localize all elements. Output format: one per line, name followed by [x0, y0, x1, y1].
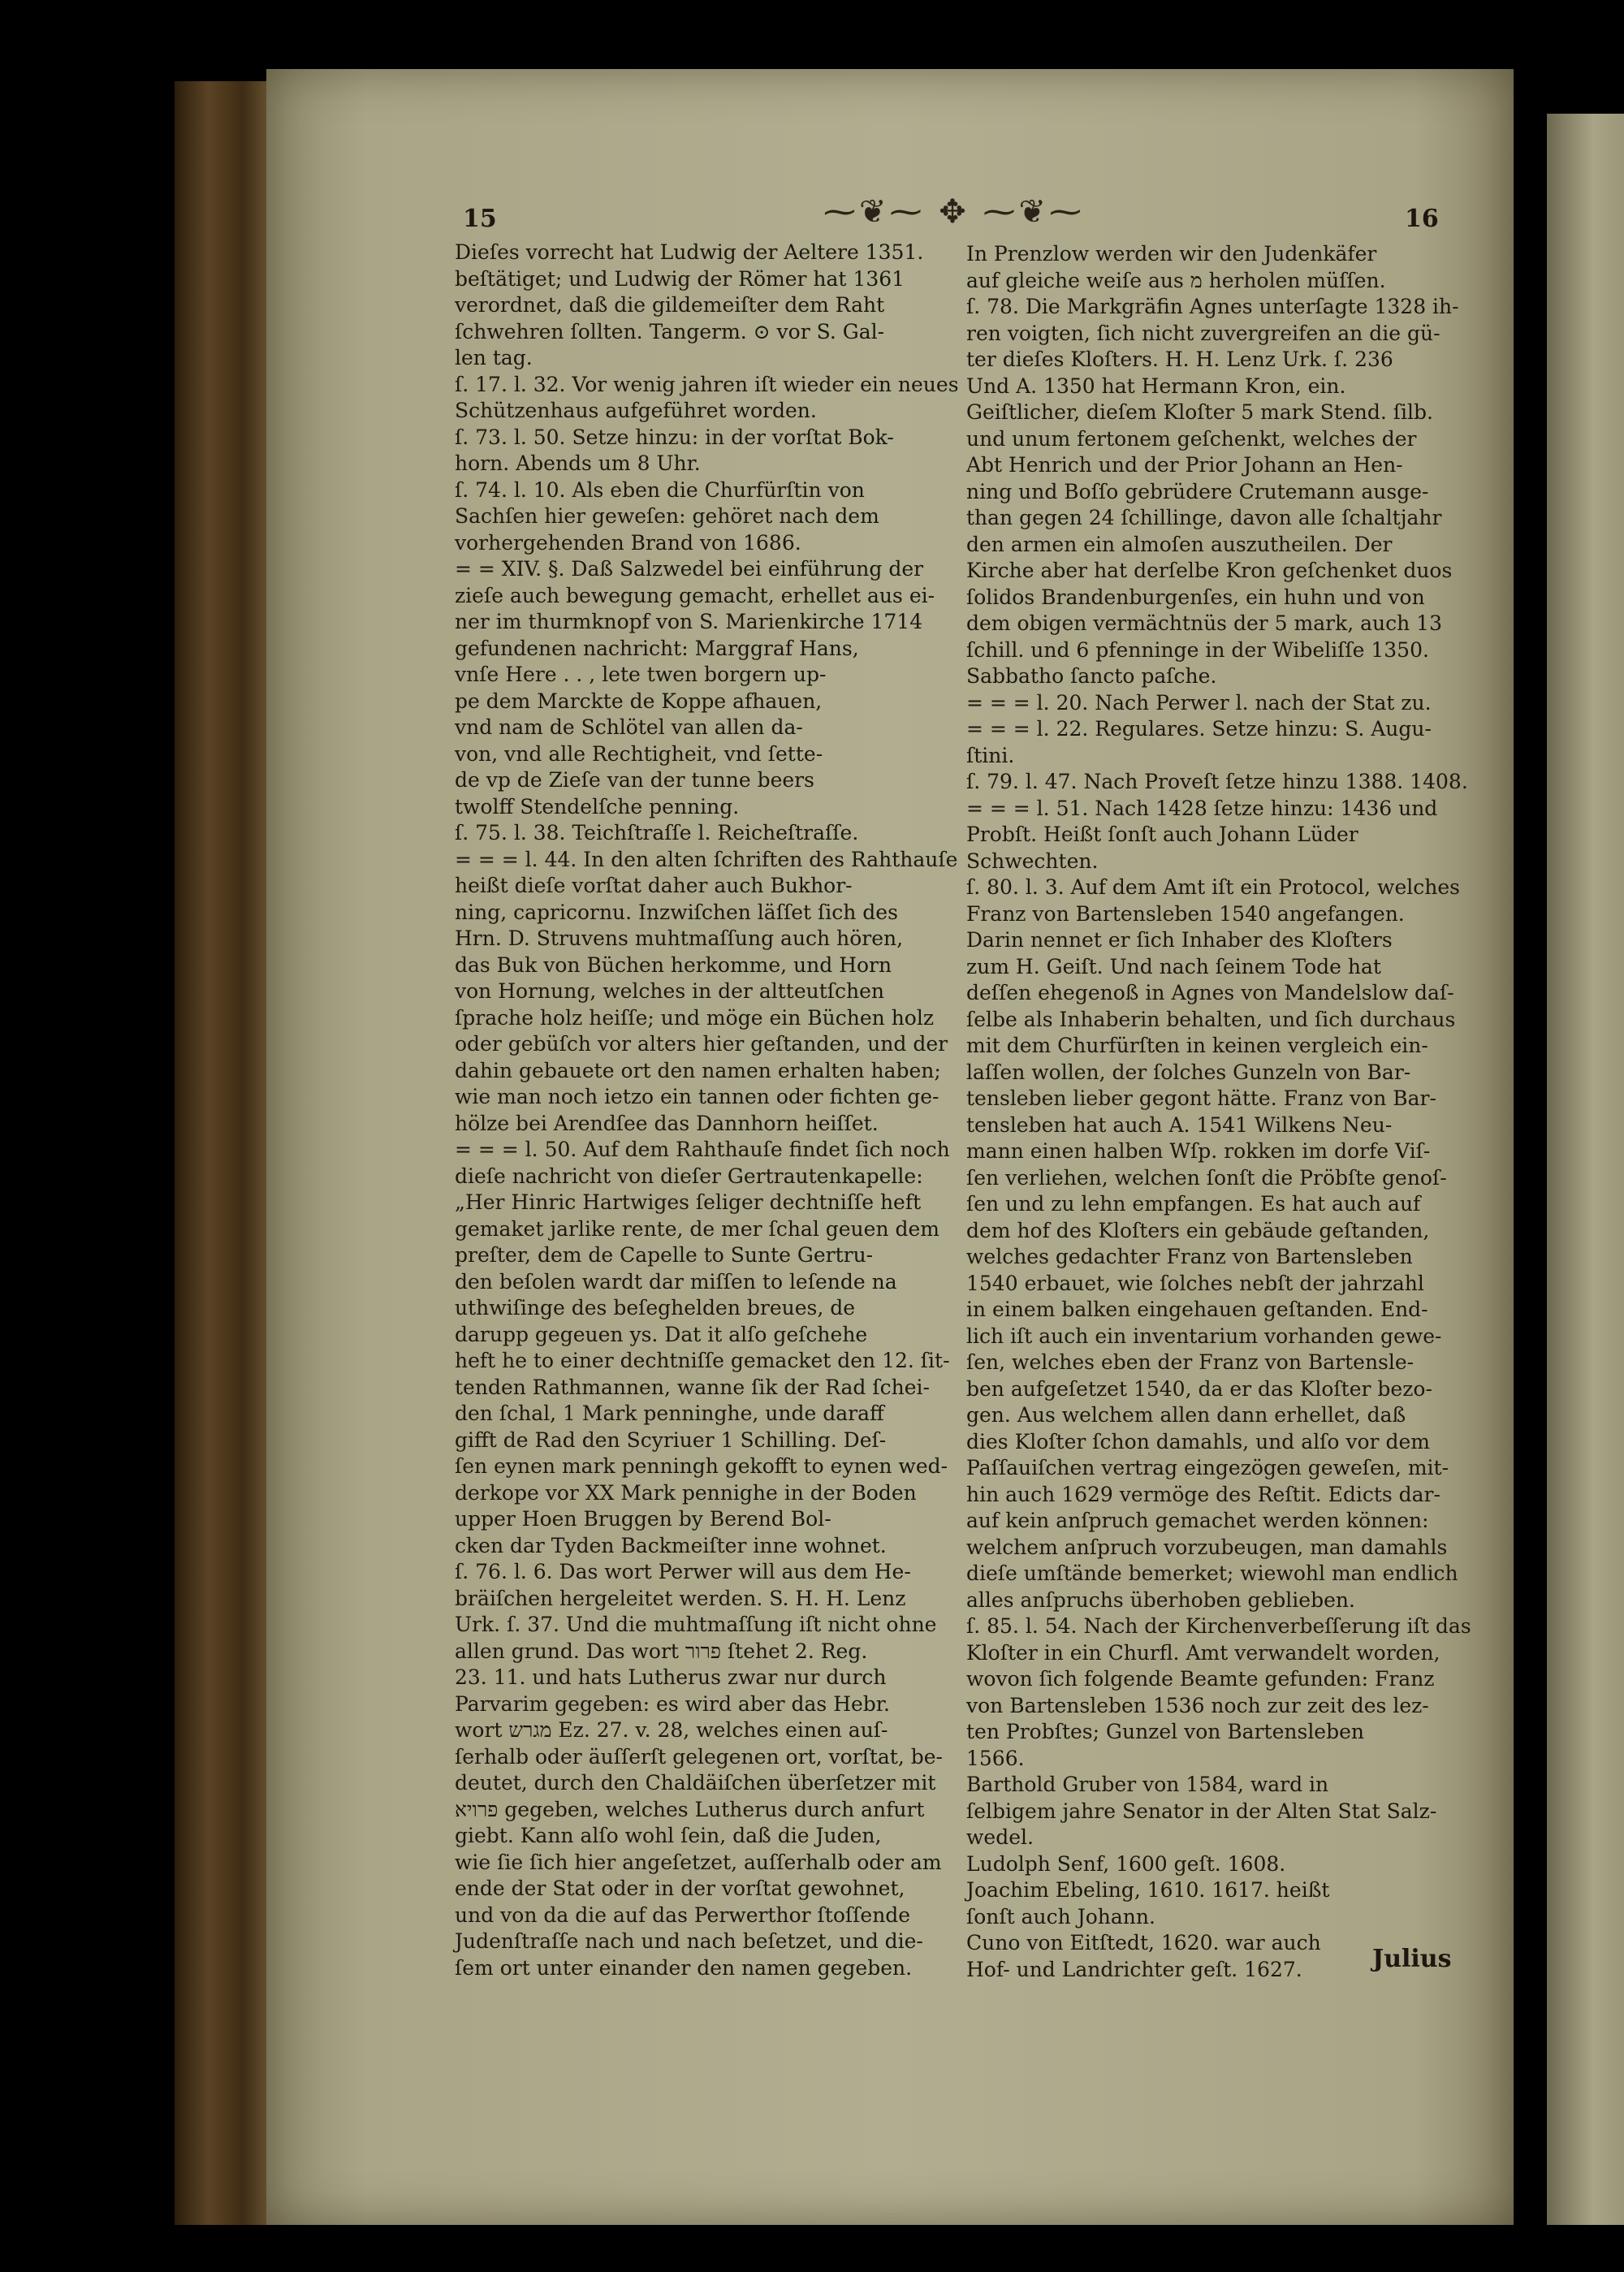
text-line: deutet, durch den Chaldäiſchen überſetzer mit	[455, 1771, 936, 1795]
text-line: ning und Boſſo gebrüdere Crutemann ausge-	[966, 479, 1429, 503]
text-line: ſ. 80. l. 3. Auf dem Amt iſt ein Protocol, welches	[966, 875, 1460, 899]
text-line: ſen, welches eben der Franz von Bartensle-	[966, 1350, 1415, 1374]
text-line: Dieſes vorrecht hat Ludwig der Aeltere 1351.	[455, 240, 924, 264]
text-line: auf gleiche weiſe aus מ herholen müſſen.	[966, 268, 1386, 292]
text-line: den beſolen wardt dar miſſen to leſende na	[455, 1269, 897, 1294]
text-line: 1540 erbauet, wie ſolches nebſt der jahrzahl	[966, 1271, 1424, 1295]
text-line: und von da die auf das Perwerthor ſtoſſende	[455, 1903, 911, 1927]
text-line: welches gedachter Franz von Bartensleben	[966, 1245, 1413, 1268]
text-line: tensleben lieber gegont hätte. Franz von Bar-	[966, 1086, 1436, 1110]
text-line: heißt dieſe vorſtat daher auch Bukhor-	[455, 874, 853, 897]
text-line: gefundenen nachricht: Marggraf Hans,	[455, 636, 859, 660]
text-line: ſ. 75. l. 38. Teichſtraſſe l. Reicheſtraſſe.	[455, 821, 859, 844]
text-line: ſem ort unter einander den namen gegeben.	[455, 1955, 913, 1980]
text-line: von, vnd alle Rechtigheit, vnd ſette-	[455, 741, 823, 766]
text-line: heft he to einer dechtniſſe gemacket den 12. ſit-	[455, 1349, 950, 1372]
text-line: dieſe umſtände bemerket; wiewohl man endlich	[966, 1561, 1458, 1585]
text-line: ner im thurmknopf von S. Marienkirche 1714	[455, 610, 923, 633]
text-line: Und A. 1350 hat Hermann Kron, ein.	[966, 374, 1346, 398]
text-line: ning, capricornu. Inzwiſchen läſſet ſich des	[455, 900, 898, 924]
text-line: ſchill. und 6 pfenninge in der Wibeliſſe 1350.	[966, 637, 1429, 662]
right-page-number: 16	[1405, 205, 1439, 233]
text-line: = = = l. 22. Regulares. Setze hinzu: S. Augu-	[966, 717, 1432, 741]
text-line: = = = l. 20. Nach Perwer l. nach der Stat zu.	[966, 690, 1432, 715]
text-line: verordnet, daß die gildemeiſter dem Raht	[455, 293, 885, 317]
text-line: gifft de Rad den Scyriuer 1 Schilling. Deſ-	[455, 1428, 887, 1452]
text-line: = = = l. 50. Auf dem Rahthauſe findet ſich noch	[455, 1138, 950, 1161]
text-line: derkope vor XX Mark pennighe in der Boden	[455, 1480, 917, 1505]
text-line: giebt. Kann alſo wohl ſein, daß die Juden,	[455, 1824, 882, 1847]
text-line: ſ. 85. l. 54. Nach der Kirchenverbeſſerung iſt das	[966, 1614, 1471, 1638]
text-line: ſprache holz heiſſe; und möge ein Büchen holz	[455, 1005, 935, 1030]
text-line: von Bartensleben 1536 noch zur zeit des lez-	[966, 1693, 1429, 1717]
text-line: wort מגרש Ez. 27. v. 28, welches einen auſ-	[455, 1718, 888, 1742]
text-line: ſ. 79. l. 47. Nach Proveſt ſetze hinzu 1388. 1408.	[966, 770, 1468, 793]
text-line: ſerhalb oder äuſſerſt gelegenen ort, vorſtat, be-	[455, 1744, 943, 1769]
text-line: mit dem Churfürſten in keinen vergleich ein-	[966, 1034, 1428, 1057]
text-line: Darin nennet er ſich Inhaber des Kloſters	[966, 928, 1393, 952]
text-line: Abt Henrich und der Prior Johann an Hen-	[966, 453, 1403, 477]
text-line: 23. 11. und hats Lutherus zwar nur durch	[455, 1665, 887, 1689]
text-line: beſtätiget; und Ludwig der Römer hat 1361	[455, 266, 905, 291]
text-line: Joachim Ebeling, 1610. 1617. heißt	[966, 1878, 1330, 1902]
text-line: das Buk von Büchen herkomme, und Horn	[455, 952, 892, 977]
text-line: = = = l. 51. Nach 1428 ſetze hinzu: 1436 und	[966, 796, 1438, 820]
text-line: = = = l. 44. In den alten ſchriften des Rahthauſe	[455, 847, 958, 871]
text-line: laſſen wollen, der ſolches Gunzeln von Bar-	[966, 1060, 1411, 1084]
text-line: Sachſen hier geweſen: gehöret nach dem	[455, 504, 879, 528]
text-line: ſ. 78. Die Markgräfin Agnes unterſagte 1328 ih-	[966, 295, 1459, 318]
text-line: alles anſpruchs überhoben geblieben.	[966, 1587, 1355, 1612]
text-line: bräiſchen hergeleitet werden. S. H. H. Lenz	[455, 1586, 906, 1610]
text-line: Schwechten.	[966, 849, 1099, 873]
text-line: den ſchal, 1 Mark penninghe, unde daraff	[455, 1402, 884, 1425]
text-line: dahin gebauete ort den namen erhalten haben;	[455, 1058, 941, 1082]
text-line: ten Probſtes; Gunzel von Bartensleben	[966, 1720, 1365, 1743]
text-line: ende der Stat oder in der vorſtat gewohnet,	[455, 1877, 905, 1900]
text-line: auf kein anſpruch gemachet werden können:	[966, 1509, 1429, 1532]
text-line: ſolidos Brandenburgenſes, ein huhn und von	[966, 585, 1425, 609]
catchword: Julius	[1372, 1945, 1452, 1973]
text-line: Kirche aber hat derſelbe Kron geſchenket duos	[966, 559, 1453, 582]
text-line: ben aufgeſetzet 1540, da er das Kloſter bezo-	[966, 1376, 1432, 1401]
text-line: tensleben hat auch A. 1541 Wilkens Neu-	[966, 1112, 1393, 1137]
text-line: den armen ein almoſen auszutheilen. Der	[966, 532, 1393, 556]
text-line: Parvarim gegeben: es wird aber das Hebr.	[455, 1691, 890, 1716]
text-line: Probſt. Heißt ſonſt auch Johann Lüder	[966, 823, 1358, 846]
text-line: vnſe Here . . , lete twen borgern up-	[455, 663, 827, 686]
text-line: Judenſtraſſe nach und nach beſetzet, und die-	[455, 1929, 923, 1953]
text-line: vorhergehenden Brand von 1686.	[455, 530, 801, 555]
text-line: ter dieſes Kloſters. H. H. Lenz Urk. ſ. 236	[966, 348, 1393, 371]
text-line: פרויא gegeben, welches Lutherus durch anfurt	[455, 1797, 925, 1821]
facing-page-edge	[1547, 114, 1624, 2225]
text-line: Sabbatho ſancto paſche.	[966, 664, 1217, 688]
text-line: Paſſauiſchen vertrag eingezögen geweſen, mit-	[966, 1456, 1449, 1479]
text-line: mann einen halben Wſp. rokken im dorfe Viſ-	[966, 1139, 1431, 1163]
text-line: uthwiſinge des beſeghelden breues, de	[455, 1296, 856, 1320]
text-line: ſchwehren ſollten. Tangerm. ⊙ vor S. Gal-	[455, 319, 885, 343]
text-line: ren voigten, ſich nicht zuvergreifen an die gü-	[966, 321, 1440, 345]
text-line: wie man noch ietzo ein tannen oder fichten ge-	[455, 1085, 939, 1108]
text-line: len tag.	[455, 346, 533, 369]
text-line: horn. Abends um 8 Uhr.	[455, 451, 701, 475]
text-line: ſ. 76. l. 6. Das wort Perwer will aus dem He-	[455, 1560, 911, 1583]
text-line: allen grund. Das wort פרור ſtehet 2. Reg.	[455, 1639, 868, 1663]
text-line: Cuno von Eitſtedt, 1620. war auch	[966, 1931, 1321, 1955]
text-line: zieſe auch bewegung gemacht, erhellet aus ei-	[455, 583, 935, 607]
text-line: cken dar Tyden Backmeiſter inne wohnet.	[455, 1533, 887, 1557]
text-line: wie ſie ſich hier angeſetzet, auſſerhalb oder am	[455, 1850, 942, 1874]
text-line: In Prenzlow werden wir den Judenkäfer	[966, 242, 1377, 266]
left-text-column	[455, 240, 959, 1981]
text-line: deſſen ehegenoß in Agnes von Mandelslow daſ-	[966, 981, 1454, 1004]
text-line: Barthold Gruber von 1584, ward in	[966, 1773, 1329, 1796]
text-line: dem hof des Kloſters ein gebäude geſtanden,	[966, 1218, 1430, 1242]
text-line: ſ. 73. l. 50. Setze hinzu: in der vorſtat Bok-	[455, 425, 894, 449]
text-line: preſter, dem de Capelle to Sunte Gertru-	[455, 1243, 874, 1267]
text-line: ſen und zu lehn empfangen. Es hat auch auf	[966, 1192, 1421, 1216]
text-line: de vp de Zieſe van der tunne beers	[455, 768, 814, 792]
text-line: ſtini.	[966, 743, 1015, 767]
text-line: vnd nam de Schlötel van allen da-	[455, 715, 803, 739]
text-line: in einem balken eingehauen geſtanden. End-	[966, 1298, 1428, 1321]
text-line: zum H. Geiſt. Und nach ſeinem Tode hat	[966, 954, 1381, 978]
text-line: = = XIV. §. Daß Salzwedel bei einführung der	[455, 557, 924, 581]
text-line: Kloſter in ein Churfl. Amt verwandelt worden,	[966, 1640, 1440, 1665]
text-line: hin auch 1629 vermöge des Reſtit. Edicts dar-	[966, 1482, 1440, 1506]
text-line: ſelbe als Inhaberin behalten, und ſich durchaus	[966, 1007, 1456, 1031]
book-page-edges	[175, 81, 272, 2225]
text-line: twolff Stendelſche penning.	[455, 794, 740, 819]
text-line: Schützenhaus aufgeführet worden.	[455, 399, 817, 422]
text-line: lich iſt auch ein inventarium vorhanden gewe-	[966, 1324, 1442, 1348]
text-line: ſ. 17. l. 32. Vor wenig jahren iſt wieder ein neues	[455, 372, 959, 396]
text-line: Franz von Bartensleben 1540 angefangen.	[966, 901, 1405, 926]
text-line: gemaket jarlike rente, de mer ſchal geuen dem	[455, 1216, 940, 1241]
text-line: darupp gegeuen ys. Dat it alſo geſchehe	[455, 1322, 868, 1346]
text-line: Hrn. D. Struvens muhtmaſſung auch hören,	[455, 927, 904, 950]
header-ornament: ⁓❦⁓ ✥ ⁓❦⁓	[823, 193, 1085, 231]
right-text-column	[966, 241, 1471, 1983]
text-line: dem obigen vermächtnüs der 5 mark, auch 13	[966, 611, 1442, 635]
text-line: ſonſt auch Johann.	[966, 1904, 1155, 1929]
text-line: wovon ſich folgende Beamte gefunden: Franz	[966, 1667, 1435, 1691]
text-line: „Her Hinric Hartwiges ſeliger dechtniſſe heft	[455, 1190, 922, 1214]
text-line: dieſe nachricht von dieſer Gertrautenkapelle:	[455, 1164, 923, 1188]
text-line: Ludolph Senf, 1600 geſt. 1608.	[966, 1851, 1286, 1876]
text-line: 1566.	[966, 1746, 1025, 1770]
text-line: pe dem Marckte de Koppe afhauen,	[455, 689, 823, 713]
text-line: upper Hoen Bruggen by Berend Bol-	[455, 1507, 831, 1531]
text-line: hölze bei Arendſee das Dannhorn heiſſet.	[455, 1111, 879, 1135]
text-line: dies Kloſter ſchon damahls, und alſo vor dem	[966, 1429, 1430, 1453]
text-line: Geiſtlicher, dieſem Kloſter 5 mark Stend. ſilb.	[966, 400, 1433, 424]
left-page-number: 15	[463, 205, 497, 233]
text-line: ſelbigem jahre Senator in der Alten Stat Salz-	[966, 1799, 1437, 1823]
text-line: ſen eynen mark penningh gekofft to eynen wed-	[455, 1454, 948, 1478]
text-line: ſ. 74. l. 10. Als eben die Churfürſtin von	[455, 477, 865, 502]
text-line: von Hornung, welches in der altteutſchen	[455, 979, 885, 1003]
text-line: wedel.	[966, 1825, 1034, 1849]
text-line: Urk. ſ. 37. Und die muhtmaſſung iſt nicht ohne	[455, 1613, 937, 1636]
text-line: gen. Aus welchem allen dann erhellet, daß	[966, 1403, 1406, 1427]
text-line: und unum fertonem geſchenkt, welches der	[966, 426, 1417, 451]
text-line: tenden Rathmannen, wanne ſik der Rad ſchei-	[455, 1375, 930, 1399]
text-line: ſen verliehen, welchen ſonſt die Pröbſte genoſ-	[966, 1165, 1447, 1190]
text-line: welchem anſpruch vorzubeugen, man damahls	[966, 1535, 1448, 1559]
text-line: Hof- und Landrichter geſt. 1627.	[966, 1957, 1302, 1981]
text-line: than gegen 24 ſchillinge, davon alle ſchaltjahr	[966, 506, 1442, 529]
text-line: oder gebüſch vor alters hier geſtanden, und der	[455, 1032, 948, 1056]
